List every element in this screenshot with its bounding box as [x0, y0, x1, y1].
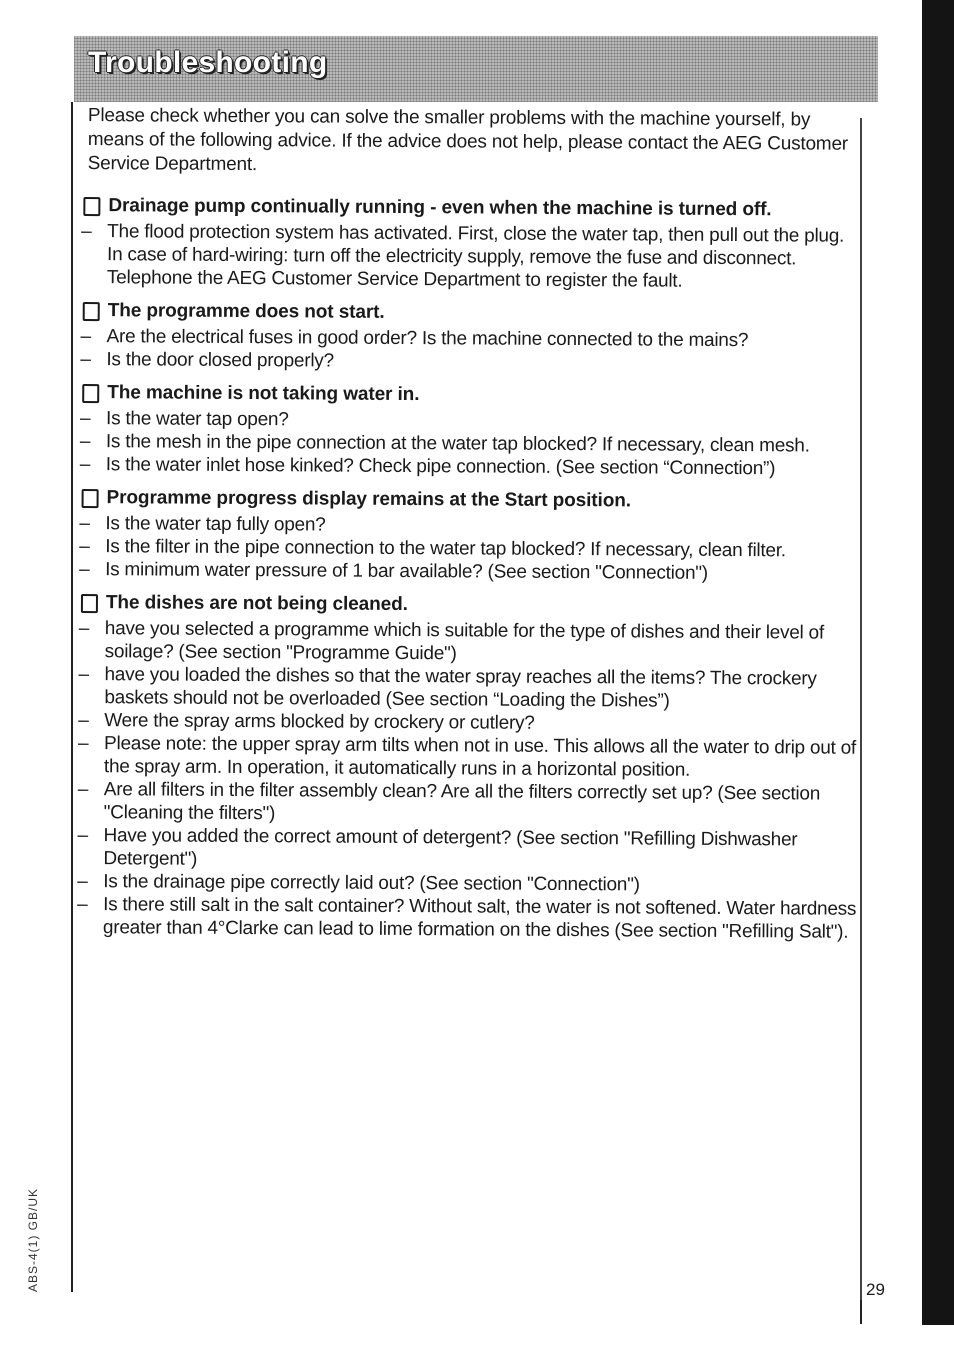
list-item-text: Are the electrical fuses in good order? Is the machine connected to the mains? [106, 326, 749, 352]
list-item [74, 663, 858, 714]
list-item [73, 893, 857, 944]
troubleshooting-section [76, 381, 861, 481]
dash-bullet: – [80, 349, 91, 371]
list-item-text: Is there still salt in the salt container? Without salt, the water is not softened. Water hardness greater than 4°Clarke can lead to lime formation on the dishes (See section "Refilling Salt"). [102, 894, 857, 943]
section-heading-text: The dishes are not being cleaned. [105, 592, 408, 616]
list-item [75, 558, 859, 586]
intro-paragraph: Please check whether you can solve the smaller problems with the machine yourself, by means of the following advice. If the advice does not help, please contact the AEG Customer Service Department. [87, 105, 849, 176]
left-margin-rule [71, 102, 73, 1292]
list-item [74, 778, 858, 829]
list-item-text: Are all filters in the filter assembly clean? Are all the filters correctly set up? (See section "Cleaning the filters") [103, 779, 821, 825]
dash-bullet: – [78, 664, 89, 686]
list-item-text: Is the water tap open? [106, 408, 289, 431]
list-item [76, 453, 860, 481]
dash-bullet: – [80, 408, 91, 430]
list-item [75, 617, 859, 668]
section-heading [82, 381, 860, 410]
checkbox-icon [83, 197, 100, 216]
dash-bullet: – [77, 871, 88, 893]
list-item [76, 348, 860, 376]
dash-bullet: – [78, 733, 89, 755]
dash-bullet: – [77, 825, 88, 847]
list-item-text: The flood protection system has activated. First, close the water tap, then pull out the plug. In case of hard-wiring: turn off the electricity supply, remove the fuse and disconnect. Telephone the AEG Customer Service Department to register the fault. [106, 221, 845, 292]
list-item-text: Is the filter in the pipe connection to the water tap blocked? If necessary, clean filter. [105, 536, 786, 562]
dash-bullet: – [78, 618, 90, 640]
checkbox-icon [83, 302, 100, 321]
list-item [73, 824, 857, 875]
list-item-text: have you selected a programme which is suitable for the type of dishes and their level of soilage? (See section "Programme Guide") [104, 618, 825, 665]
list-item [77, 220, 861, 294]
dash-bullet: – [77, 779, 89, 801]
dash-bullet: – [81, 221, 92, 243]
section-heading-text: Programme progress display remains at the Start position. [106, 487, 631, 512]
scan-edge-shadow [922, 0, 954, 1325]
troubleshooting-section [77, 194, 862, 294]
troubleshooting-section [73, 591, 859, 944]
list-item [74, 732, 858, 783]
main-content [73, 104, 862, 954]
list-item-text: Were the spray arms blocked by crockery or cutlery? [104, 710, 535, 734]
list-item-text: Have you added the correct amount of detergent? (See section "Refilling Dishwasher Detergent") [103, 825, 798, 870]
page-number: 29 [866, 1280, 885, 1299]
section-heading [81, 591, 859, 620]
list-item-text: have you loaded the dishes so that the water spray reaches all the items? The crockery baskets should not be overloaded (See section “Loading the Dishes”) [104, 664, 817, 712]
dash-bullet: – [79, 559, 90, 581]
troubleshooting-section [76, 299, 860, 376]
section-heading-text: Drainage pump continually running - even when the machine is turned off. [108, 195, 772, 221]
title-banner [74, 36, 878, 102]
dash-bullet: – [79, 513, 90, 535]
dash-bullet: – [79, 454, 91, 476]
section-heading [82, 486, 860, 515]
list-item-text: Is the drainage pipe correctly laid out? (See section "Connection") [103, 871, 640, 896]
list-item-text: Is the water inlet hose kinked? Check pipe connection. (See section “Connection”) [105, 454, 776, 480]
dash-bullet: – [77, 894, 88, 916]
dash-bullet: – [79, 431, 91, 453]
list-item-text: Is the door closed properly? [106, 349, 334, 372]
section-heading-text: The machine is not taking water in. [107, 382, 420, 406]
dash-bullet: – [79, 536, 90, 558]
list-item-text: Is the water tap fully open? [105, 513, 326, 536]
dash-bullet: – [78, 710, 89, 732]
page-title: Troubleshooting [88, 46, 328, 79]
section-heading [83, 299, 861, 328]
list-item-text: Is minimum water pressure of 1 bar available? (See section "Connection") [105, 559, 708, 584]
list-item-text: Is the mesh in the pipe connection at the water tap blocked? If necessary, clean mesh. [105, 431, 810, 457]
checkbox-icon [82, 489, 99, 508]
document-code: ABS-4(1) GB/UK [26, 1187, 40, 1292]
list-item-text: Please note: the upper spray arm tilts when not in use. This allows all the water to drip out of the spray arm. In operation, it automatically runs in a horizontal position. [103, 733, 857, 781]
page-number-rule [860, 1300, 862, 1324]
section-heading [83, 194, 861, 223]
dash-bullet: – [80, 326, 91, 348]
checkbox-icon [81, 594, 98, 613]
troubleshooting-section [75, 486, 860, 586]
checkbox-icon [82, 384, 99, 403]
section-heading-text: The programme does not start. [107, 300, 385, 323]
